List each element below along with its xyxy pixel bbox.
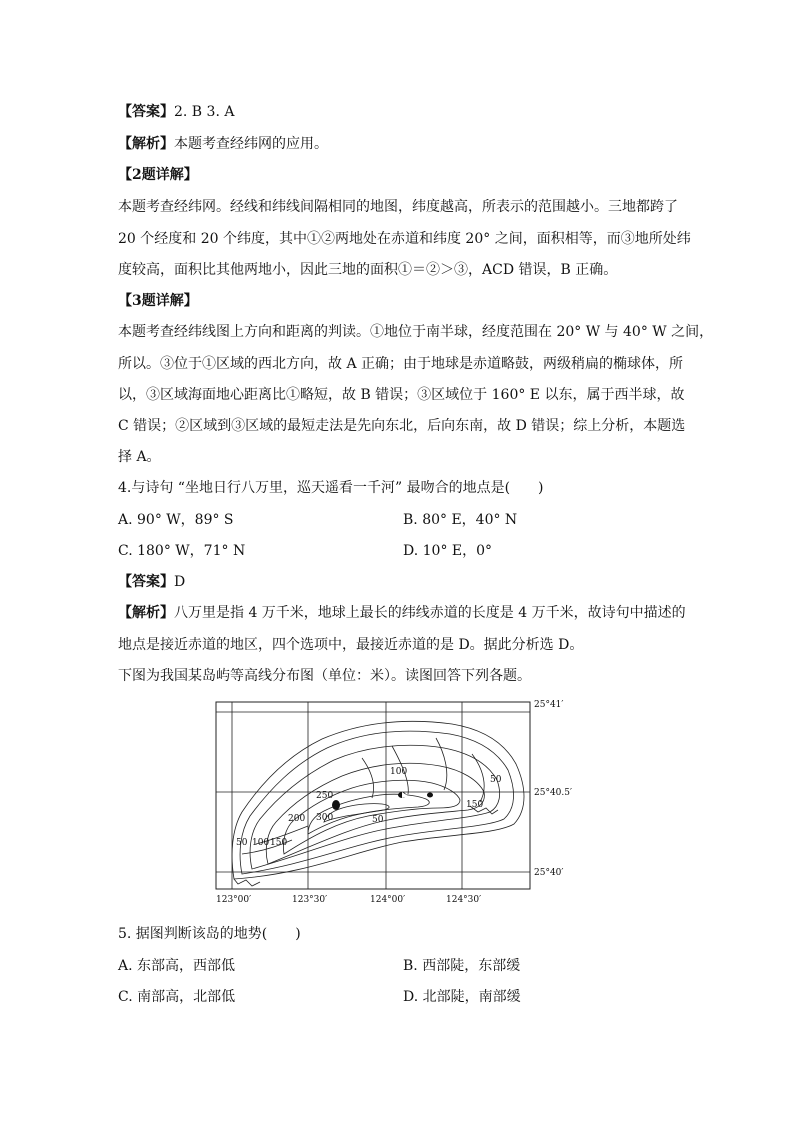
q4-option-b: B. 80° E，40° N (403, 512, 518, 528)
q2-detail-title: 【2题详解】 (118, 167, 198, 183)
contour-label: 50 (372, 815, 384, 825)
q4-option-a: A. 90° W，89° S (118, 512, 234, 528)
lon-label: 124°00′ (370, 895, 406, 905)
q4-answer: 【答案】D (118, 574, 186, 590)
q23-answer: 【答案】2. B 3. A (118, 104, 235, 120)
q5-option-d: D. 北部陡，南部缓 (403, 989, 521, 1005)
q2-detail-line: 20 个经度和 20 个纬度，其中①②两地处在赤道和纬度 20° 之间，面积相等，而③地所处纬 (118, 231, 691, 247)
contour-label: 150 (466, 800, 484, 810)
contour-label: 300 (316, 813, 334, 823)
q5-option-b: B. 西部陡，东部缓 (403, 958, 521, 974)
lon-label: 123°30′ (292, 895, 328, 905)
lat-label: 25°41′ (534, 700, 564, 710)
contour-label: 150 (270, 838, 288, 848)
contour-label: 200 (288, 814, 306, 824)
contour-label: 50 (236, 838, 248, 848)
contour-label: 250 (316, 791, 334, 801)
lat-label: 25°40.5′ (534, 788, 573, 798)
lat-label: 25°40′ (534, 868, 564, 878)
q5-question: 5. 据图判断该岛的地势( ) (118, 926, 301, 942)
contour-label: 50 (490, 775, 502, 785)
q4-analysis: 【解析】八万里是指 4 万千米，地球上最长的纬线赤道的长度是 4 万千米，故诗句中描述的 (118, 605, 686, 621)
q4-question: 4.与诗句 “坐地日行八万里，巡天遥看一千河” 最吻合的地点是( ) (118, 480, 544, 496)
q5-option-c: C. 南部高，北部低 (118, 989, 236, 1005)
hill-marker (427, 793, 433, 798)
contour-ridge (436, 738, 447, 790)
q23-analysis: 【解析】本题考查经纬网的应用。 (118, 136, 328, 152)
q4-option-c: C. 180° W，71° N (118, 543, 246, 559)
contour-map-svg (212, 694, 592, 909)
map-intro: 下图为我国某岛屿等高线分布图（单位：米）。读图回答下列各题。 (118, 668, 531, 684)
q3-detail-line: 本题考查经纬线图上方向和距离的判读。①地位于南半球，经度范围在 20° W 与 40° W 之间， (118, 324, 714, 340)
q3-detail-line: C 错误；②区域到③区域的最短走法是先向东北，后向东南，故 D 错误；综上分析，本题选 (118, 418, 686, 434)
lon-label: 123°00′ (216, 895, 252, 905)
contour-label: 100 (252, 838, 270, 848)
q4-analysis-line: 地点是接近赤道的地区，四个选项中，最接近赤道的是 D。据此分析选 D。 (118, 637, 584, 653)
contour-ridge (472, 754, 484, 802)
contour-map (212, 694, 592, 909)
q3-detail-line: 所以。③位于①区域的西北方向，故 A 正确；由于地球是赤道略鼓，两级稍扁的椭球体，所 (118, 356, 684, 372)
q2-detail-line: 本题考查经纬网。经线和纬线间隔相同的地图，纬度越高，所表示的范围越小。三地都跨了 (118, 199, 678, 215)
q3-detail-line: 以，③区域海面地心距离比①略短，故 B 错误；③区域位于 160° E 以东，属于西半球，故 (118, 387, 685, 403)
q3-detail-title: 【3题详解】 (118, 293, 198, 309)
lon-label: 124°30′ (446, 895, 482, 905)
contour-coast (234, 879, 260, 886)
q5-option-a: A. 东部高，西部低 (118, 958, 236, 974)
q2-detail-line: 度较高，面积比其他两地小，因此三地的面积①＝②＞③，ACD 错误，B 正确。 (118, 262, 618, 278)
peak-marker (332, 800, 340, 810)
q3-detail-line: 择 A。 (118, 449, 161, 465)
q4-option-d: D. 10° E，0° (403, 543, 493, 559)
contour-label: 100 (390, 767, 408, 777)
